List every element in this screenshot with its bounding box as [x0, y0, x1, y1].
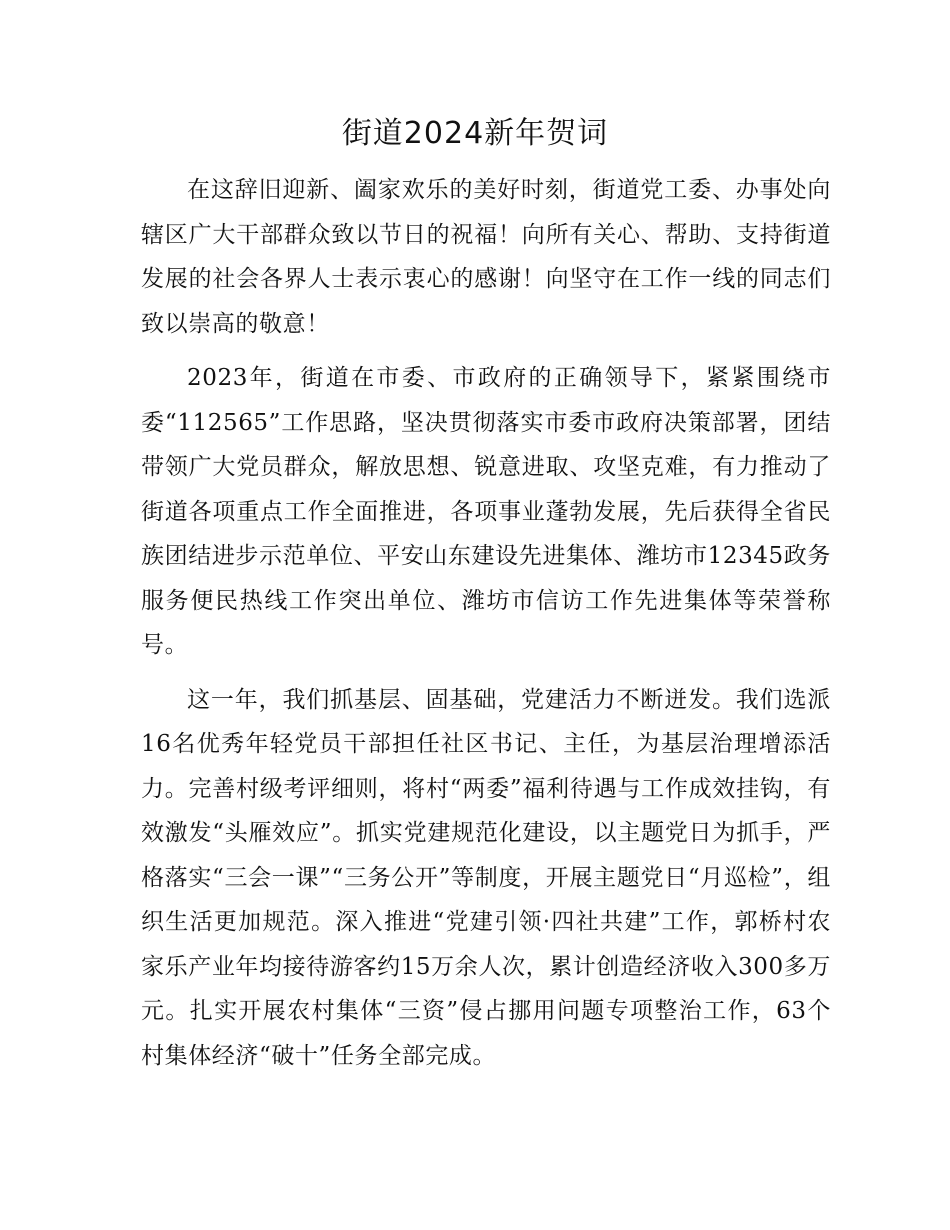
- document-body: [141, 168, 831, 1088]
- paragraph-party-building: 这一年，我们抓基层、固基础，党建活力不断迸发。我们选派16名优秀年轻党员干部担任社区书记、主任，为基层治理增添活力。完善村级考评细则，将村“两委”福利待遇与工作成效挂钩，有效激发“头雁效应”。抓实党建规范化建设，以主题党日为抓手，严格落实“三会一课”“三务公开”等制度，开展主题党日“月巡检”，组织生活更加规范。深入推进“党建引领·四社共建”工作，郭桥村农家乐产业年均接待游客约15万余人次，累计创造经济收入300多万元。扎实开展农村集体“三资”侵占挪用问题专项整治工作，63个村集体经济“破十”任务全部完成。: [141, 686, 831, 1069]
- paragraph-2023-summary: 2023年，街道在市委、市政府的正确领导下，紧紧围绕市委“112565”工作思路，坚决贯彻落实市委市政府决策部署，团结带领广大党员群众，解放思想、锐意进取、攻坚克难，有力推动了街道各项重点工作全面推进，各项事业蓬勃发展，先后获得全省民族团结进步示范单位、平安山东建设先进集体、潍坊市12345政务服务便民热线工作突出单位、潍坊市信访工作先进集体等荣誉称号。: [141, 365, 831, 658]
- document-title: 街道2024新年贺词: [341, 116, 609, 151]
- paragraph-greeting: 在这辞旧迎新、阖家欢乐的美好时刻，街道党工委、办事处向辖区广大干部群众致以节日的祝福！向所有关心、帮助、支持街道发展的社会各界人士表示衷心的感谢！向坚守在工作一线的同志们致以崇高的敬意！: [141, 177, 831, 337]
